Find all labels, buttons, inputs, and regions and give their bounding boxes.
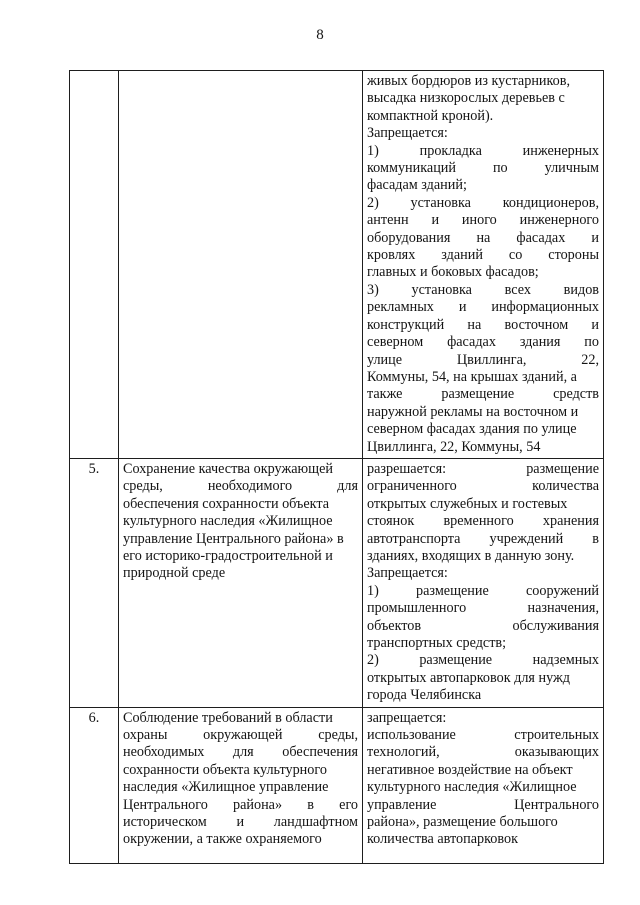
text-line: наружной рекламы на восточном и	[367, 403, 579, 420]
text-line: культурного наследия «Жилищное	[367, 779, 577, 796]
text-line: конструкций на восточном и	[367, 316, 599, 333]
text-line: транспортных средств;	[367, 635, 507, 651]
text-line: фасадам зданий;	[367, 177, 467, 194]
text-line: управление Центрального	[367, 796, 599, 813]
row-number-cell	[70, 71, 119, 459]
row-number: 6.	[88, 709, 100, 726]
text-line: кровлях зданий со стороны	[367, 247, 599, 264]
text-line: 2) установка кондиционеров,	[367, 194, 599, 211]
text-line: природной среде	[123, 565, 226, 582]
text-line: живых бордюров из кустарников,	[367, 73, 571, 89]
text-line: среды, необходимого для	[123, 478, 358, 495]
text-line: промышленного назначения,	[367, 600, 599, 617]
text-line: обеспечения сохранности объекта	[123, 495, 330, 512]
page-number: 8	[316, 27, 324, 43]
text-line: сохранности объекта культурного	[123, 761, 327, 778]
requirement-cell	[119, 707, 363, 863]
text-line: также размещение средств	[367, 386, 599, 403]
text-line: Соблюдение требований в области	[123, 709, 333, 726]
text-line: его историко-градостроительной и	[123, 547, 333, 564]
requirement-cell	[119, 71, 363, 459]
text-line: окружении, а также охраняемого	[123, 831, 322, 848]
text-line: запрещается:	[367, 709, 447, 726]
text-line: улице Цвиллинга, 22,	[367, 351, 599, 368]
table-row	[70, 458, 604, 707]
text-line: Цвиллинга, 22, Коммуны, 54	[367, 438, 541, 455]
text-line: историческом и ландшафтном	[123, 814, 358, 831]
text-line: главных и боковых фасадов;	[367, 264, 539, 281]
text-line: рекламных и информационных	[367, 299, 599, 316]
row-number-cell	[70, 458, 119, 707]
text-line: культурного наследия «Жилищное	[123, 513, 333, 530]
table-row	[70, 71, 604, 459]
text-line: города Челябинска	[367, 687, 482, 704]
text-line: технологий, оказывающих	[367, 744, 599, 761]
text-line: ограниченного количества	[367, 478, 599, 495]
text-line: наследия «Жилищное управление	[123, 779, 329, 796]
row-number-cell	[70, 707, 119, 863]
regime-cell	[363, 71, 604, 459]
text-line: северном фасадах здания по	[367, 334, 599, 351]
text-line: объектов обслуживания	[367, 617, 599, 634]
text-line: 1) прокладка инженерных	[367, 142, 599, 159]
text-line: высадка низкорослых деревьев с	[367, 90, 565, 107]
row-number: 5.	[88, 460, 100, 477]
text-line: коммуникаций по уличным	[367, 160, 599, 177]
text-line: открытых автопарковок для нужд	[367, 669, 571, 686]
text-line: района», размещение большого	[367, 814, 558, 831]
text-line: Центрального района» в его	[123, 796, 358, 813]
text-line: стоянок временного хранения	[367, 513, 599, 530]
text-line: количества автопарковок	[367, 831, 518, 848]
text-line: открытых служебных и гостевых	[367, 495, 568, 512]
regime-cell	[363, 458, 604, 707]
table-row	[70, 707, 604, 863]
text-line: компактной кроной).	[367, 107, 494, 124]
text-line: необходимых для обеспечения	[123, 744, 358, 761]
regime-cell	[363, 707, 604, 863]
text-line: Запрещается:	[367, 565, 448, 582]
text-line: оборудования на фасадах и	[367, 229, 599, 246]
text-line: антенн и иного инженерного	[367, 212, 599, 229]
text-line: негативное воздействие на объект	[367, 761, 573, 778]
text-line: 2) размещение надземных	[367, 652, 599, 669]
text-line: использование строительных	[367, 727, 599, 744]
text-line: северном фасадах здания по улице	[367, 421, 577, 438]
text-line: управление Центрального района» в	[123, 530, 344, 547]
text-line: Сохранение качества окружающей	[123, 460, 333, 477]
text-line: Коммуны, 54, на крышах зданий, а	[367, 368, 577, 385]
text-line: зданиях, входящих в данную зону.	[367, 547, 575, 564]
text-line: автотранспорта учреждений в	[367, 530, 599, 547]
text-line: Запрещается:	[367, 125, 448, 142]
requirement-cell	[119, 458, 363, 707]
regulations-table	[69, 70, 604, 864]
text-line: 3) установка всех видов	[367, 281, 599, 298]
text-line: 1) размещение сооружений	[367, 582, 599, 599]
text-line: разрешается: размещение	[367, 460, 599, 477]
text-line: охраны окружающей среды,	[123, 727, 358, 744]
